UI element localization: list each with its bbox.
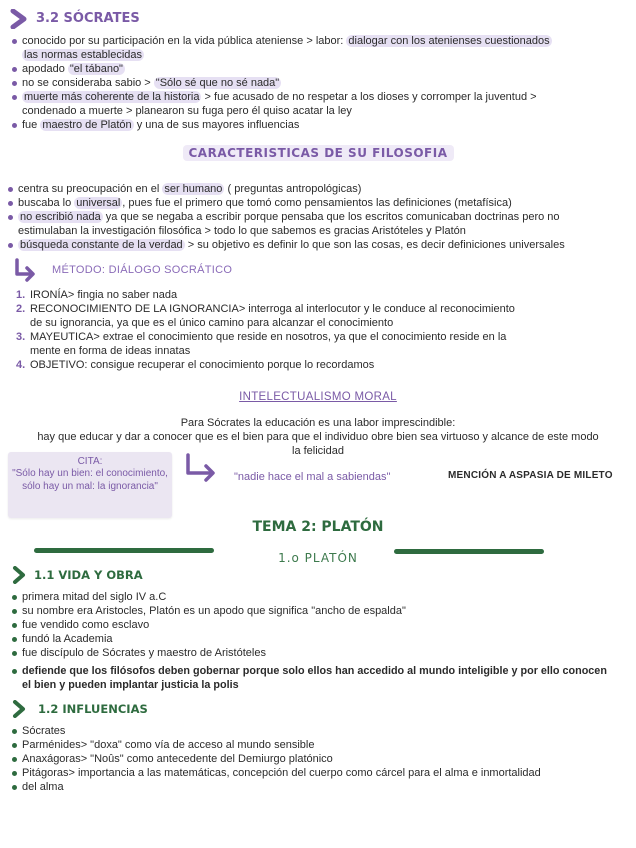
arrow-turn-right-icon: [12, 258, 38, 282]
list-item: apodado "el tábano": [10, 62, 630, 76]
list-item: no escribió nada ya que se negaba a escribir porque pensaba que los escritos comunicaban doctrinas pero no: [6, 210, 630, 224]
list-item: primera mitad del siglo IV a.C: [10, 590, 632, 604]
vida-title: 1.1 VIDA Y OBRA: [34, 568, 143, 582]
cita-text: "Sólo hay un bien: el conocimiento, sólo hay un mal: la ignorancia": [12, 468, 168, 492]
socrates-bullets: [10, 34, 630, 132]
list-item: fue maestro de Platón y una de sus mayores influencias: [10, 118, 630, 132]
list-item: fundó la Academia: [10, 632, 632, 646]
list-item: 2. RECONOCIMIENTO DE LA IGNORANCIA> interroga al interlocutor y le conduce al reconocimiento de su ignorancia, ya que es el único camino para alcanzar el conocimiento: [16, 303, 515, 329]
cita-box: [8, 452, 172, 518]
vida-header: [12, 566, 143, 584]
chevron-right-icon: [12, 566, 26, 584]
list-item: conocido por su participación en la vida pública ateniense > labor: dialogar con los atenienses cuestionados: [10, 34, 630, 48]
intelect-line: la felicidad: [292, 445, 344, 457]
list-item: condenado a muerte > planearon su fuga pero él quiso acatar la ley: [22, 105, 352, 117]
caract-title: CARACTERISTICAS DE SU FILOSOFIA: [183, 145, 454, 161]
section-socrates: [10, 8, 630, 132]
list-item: no se consideraba sabio > "Sólo sé que no sé nada": [10, 76, 630, 90]
list-item: Parménides> "doxa" como vía de acceso al mundo sensible: [10, 738, 632, 752]
list-item: estimulaban la investigación filosófica > todo lo que sabemos es gracias Aristóteles y Platón: [18, 225, 466, 237]
list-item: Pitágoras> importancia a las matemáticas, concepción del cuerpo como cárcel para el alma e inmortalidad: [10, 766, 632, 780]
list-item: Anaxágoras> "Noûs" como antecedente del Demiurgo platónico: [10, 752, 632, 766]
list-item: del alma: [10, 780, 632, 794]
list-item: Sócrates: [10, 724, 632, 738]
list-item: 3. MAYEUTICA> extrae el conocimiento que reside en nosotros, ya que el conocimiento reside en la mente en forma de ideas innatas: [16, 331, 507, 357]
mencion-text: MENCIÓN A ASPASIA DE MILETO: [448, 470, 613, 481]
influ-list: [10, 724, 632, 794]
list-item: las normas establecidas: [24, 49, 143, 61]
tema2-title-wrap: [0, 520, 636, 535]
metodo-list: [16, 288, 626, 372]
tema2-subtitle-wrap: [0, 551, 636, 566]
list-item: su nombre era Aristocles, Platón es un apodo que significa "ancho de espalda": [10, 604, 632, 618]
list-item: fue discípulo de Sócrates y maestro de Aristóteles: [10, 646, 632, 660]
list-item: búsqueda constante de la verdad > su objetivo es definir lo que son las cosas, es decir definiciones universales: [6, 238, 630, 252]
intelect-line: hay que educar y dar a conocer que es el bien para que el individuo obre bien sea virtuoso y alcance de este modo: [37, 431, 599, 443]
metodo-title: MÉTODO: DIÁLOGO SOCRÁTICO: [52, 264, 233, 276]
influ-title: 1.2 INFLUENCIAS: [38, 702, 148, 716]
list-item: fue vendido como esclavo: [10, 618, 632, 632]
vida-list: [10, 590, 632, 692]
intelect-line: Para Sócrates la educación es una labor imprescindible:: [180, 417, 456, 429]
list-item: 1. IRONÍA> fingia no saber nada: [16, 289, 178, 301]
section-header: [10, 8, 630, 30]
intelect-title: INTELECTUALISMO MORAL: [239, 391, 397, 403]
cita-label: CITA:: [77, 456, 103, 467]
influ-header: [12, 700, 148, 718]
section-title: 3.2 SÓCRATES: [36, 11, 140, 26]
metodo-header: [12, 258, 232, 282]
list-item: 4. OBJETIVO: consigue recuperar el conocimiento porque lo recordamos: [16, 359, 375, 371]
caract-list: [6, 182, 630, 252]
tema2-subtitle: 1.o PLATÓN: [278, 551, 358, 565]
chevron-right-icon: [10, 9, 28, 29]
list-item: centra su preocupación en el ser humano ( preguntas antropológicas): [6, 182, 630, 196]
arrow-turn-right-icon: [184, 452, 218, 482]
tema2-title: TEMA 2: PLATÓN: [252, 519, 384, 535]
intelect-title-wrap: [0, 390, 636, 404]
quote-text: "nadie hace el mal a sabiendas": [234, 471, 391, 483]
list-item: muerte más coherente de la historia > fue acusado de no respetar a los dioses y corromper la juventud >: [10, 90, 630, 104]
list-item: defiende que los filósofos deben gobernar porque solo ellos han accedido al mundo inteligible y por ello conocen el bien y pueden implantar justicia la polis: [10, 664, 632, 692]
list-item: buscaba lo universal , pues fue el primero que tomó como pensamientos las definiciones (metafísica): [6, 196, 630, 210]
chevron-right-icon: [12, 700, 26, 718]
caract-title-wrap: [0, 146, 636, 161]
